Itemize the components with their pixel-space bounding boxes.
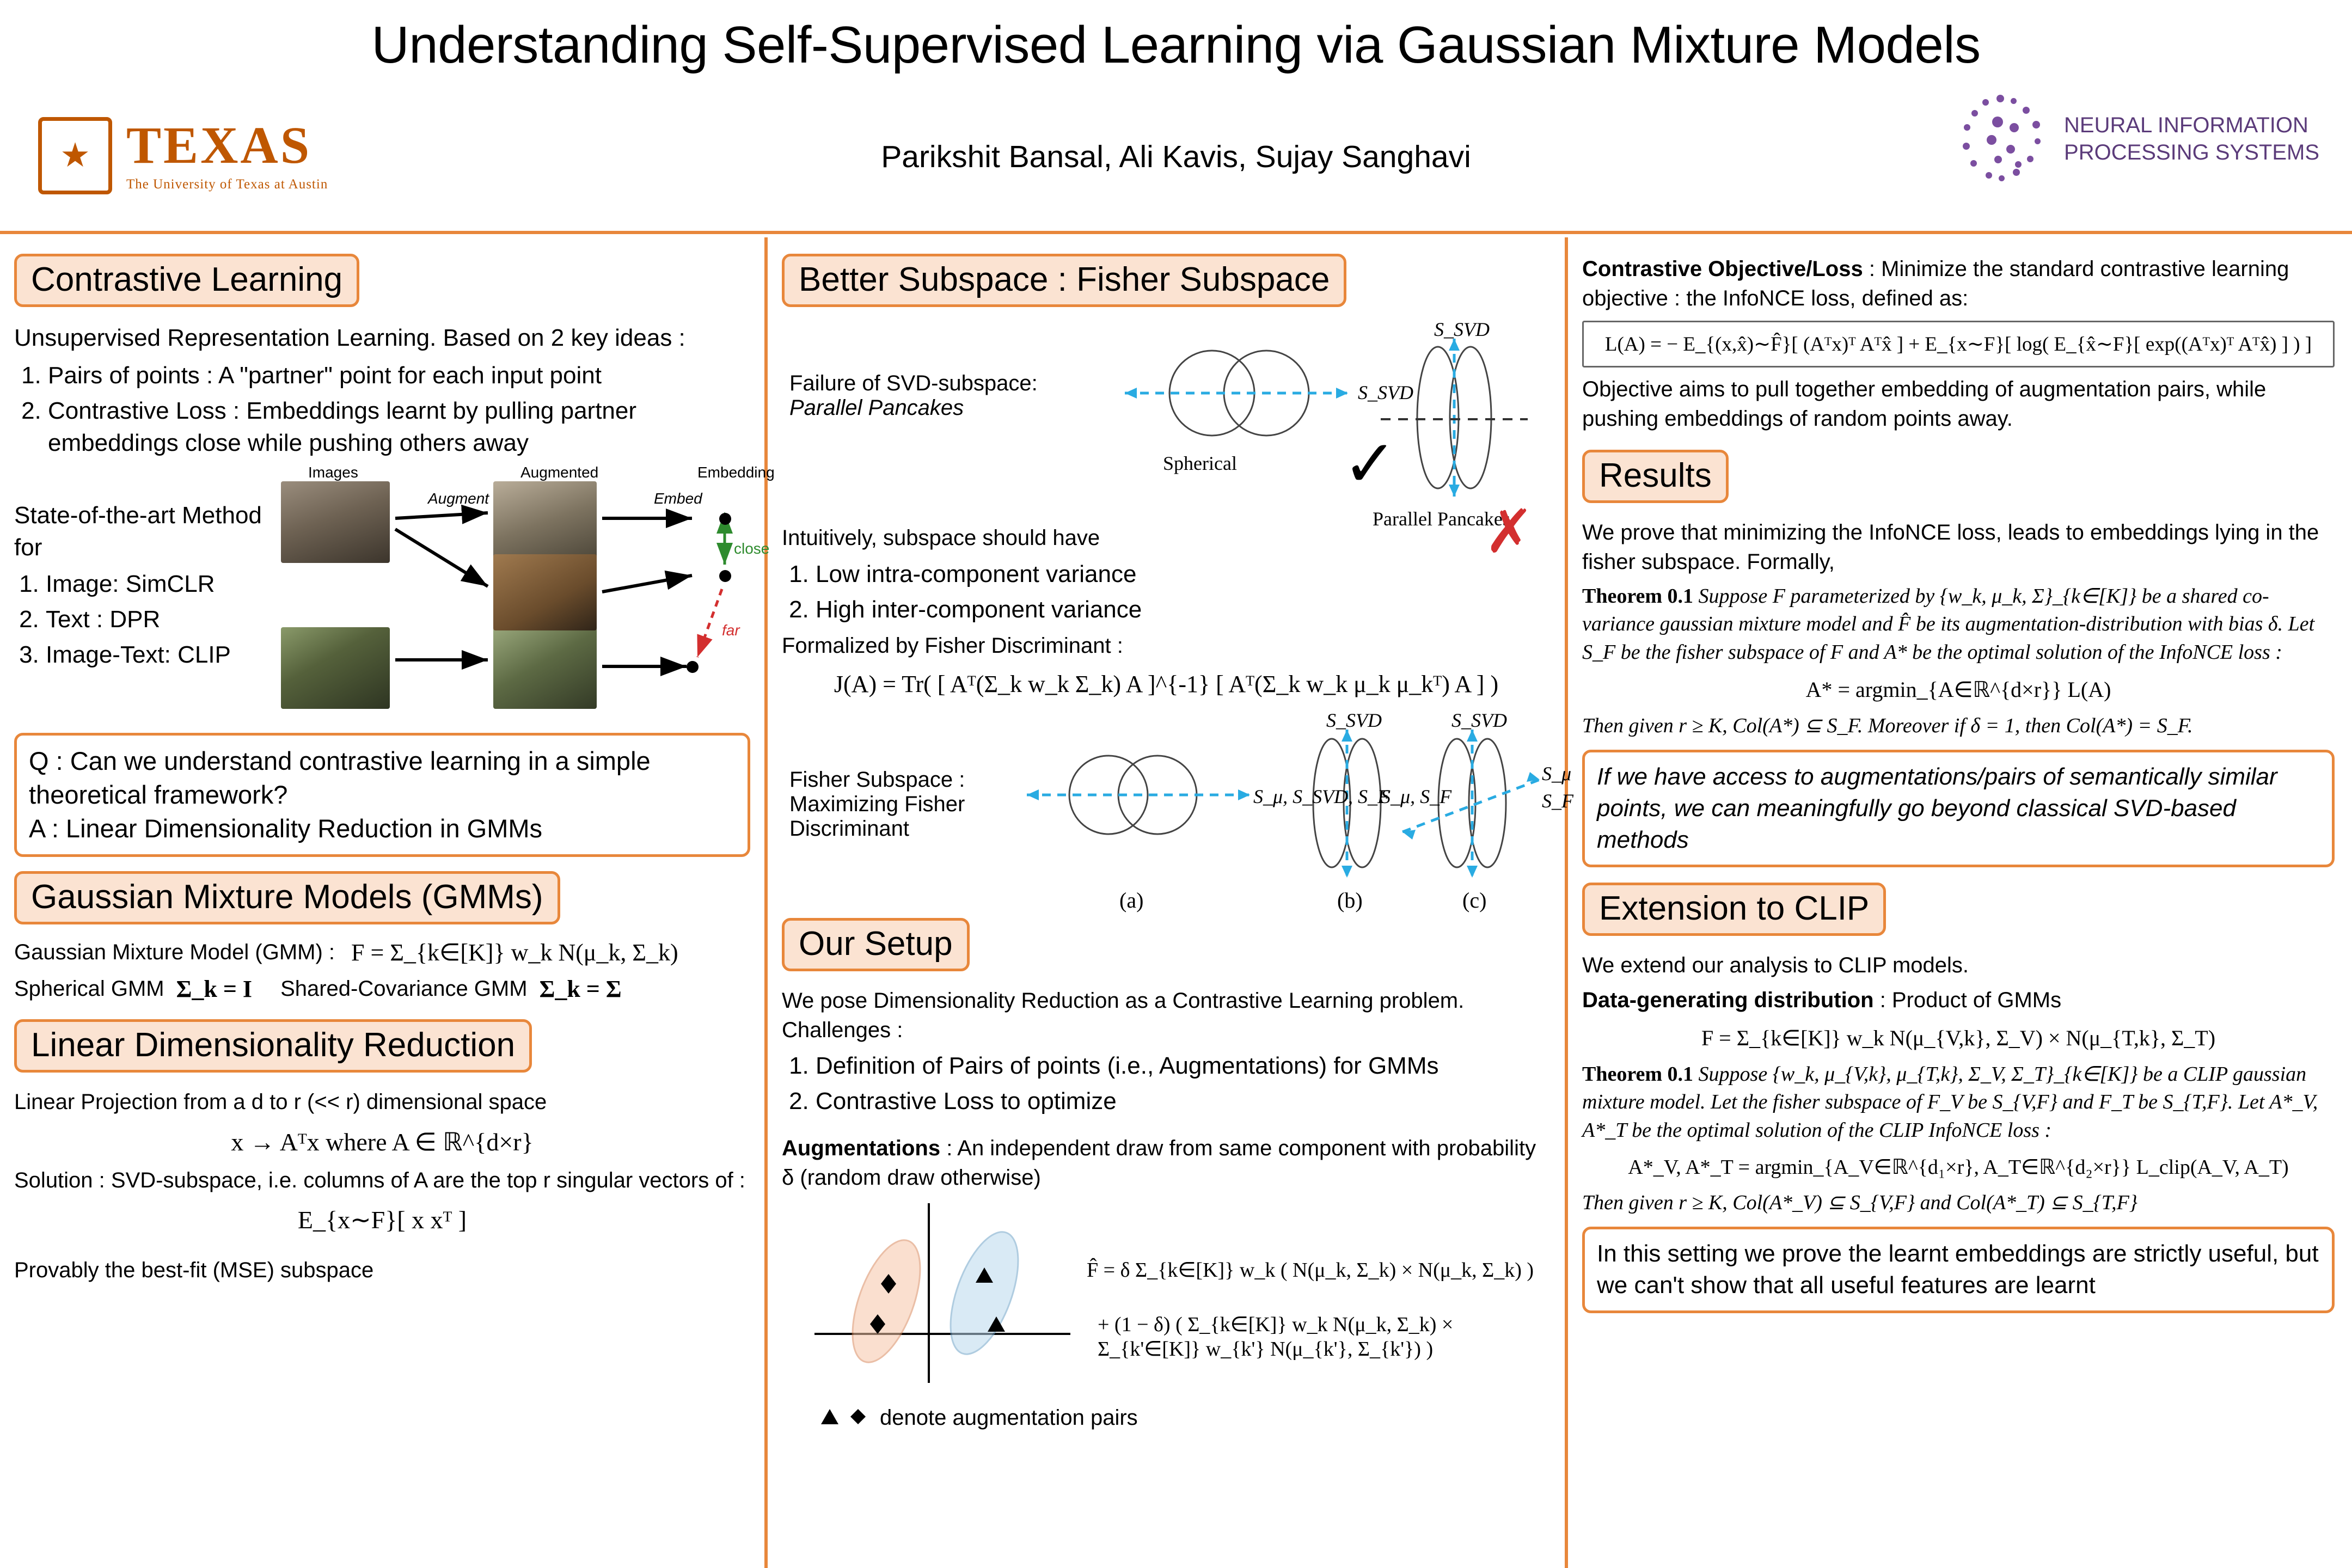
sota-list <box>14 568 265 671</box>
neurips-dots-icon <box>1958 93 2051 185</box>
shared-cov-gmm-formula: Σ_k = Σ <box>539 975 622 1002</box>
label-parallel-pancakes: Parallel Pancakes <box>1373 508 1510 530</box>
label-close: close <box>734 540 770 557</box>
section-heading-our-setup: Our Setup <box>782 918 970 971</box>
check-icon: ✓ <box>1343 427 1398 500</box>
theorem-main <box>1582 583 2335 667</box>
clip-dist-text: : Product of GMMs <box>1873 988 2062 1013</box>
solution-text: Solution : SVD-subspace, i.e. columns of A are the top r singular vectors of : <box>14 1168 745 1192</box>
objective-label: Contrastive Objective/Loss <box>1582 257 1863 281</box>
research-answer: A : Linear Dimensionality Reduction in GMMs <box>29 813 543 843</box>
clip-callout-text: In this setting we prove the learnt embeddings are strictly useful, but we can't show that all useful features are learnt <box>1597 1240 2319 1299</box>
augmentation-formula-1: F̂ = δ Σ_{k∈[K]} w_k ( N(μ_k, Σ_k) × N(μ_k, Σ_k) ) <box>1087 1259 1534 1282</box>
gmm-variants <box>14 975 750 1003</box>
augmentation-formula-2: + (1 − δ) ( Σ_{k∈[K]} w_k N(μ_k, Σ_k) × Σ_{k'∈[K]} w_{k'} N(μ_{k'}, Σ_{k'}) ) <box>1098 1313 1454 1361</box>
pipeline-figure <box>14 463 775 720</box>
formalized-text: Formalized by Fisher Discriminant : <box>782 633 1123 658</box>
clip-dist-label: Data-generating distribution <box>1582 988 1874 1013</box>
question-answer-callout <box>14 733 750 857</box>
svd-failure-diagram <box>782 317 1555 573</box>
clip-formula: F = Σ_{k∈[K]} w_k N(μ_{V,k}, Σ_V) × N(μ_{T,k}, Σ_T) <box>1701 1025 2216 1050</box>
figure-caption-a: (a) <box>1119 888 1144 913</box>
failure-line-1: Failure of SVD-subspace: <box>789 371 1038 395</box>
intuition-text: Intuitively, subspace should have <box>782 526 1100 550</box>
section-heading-fisher-subspace: Better Subspace : Fisher Subspace <box>782 254 1346 307</box>
augmentation-figure <box>782 1198 1551 1432</box>
fisher-subspace-figure <box>782 708 1573 915</box>
setup-text: We pose Dimensionality Reduction as a Contrastive Learning problem. Challenges : <box>782 989 1465 1042</box>
label-far: far <box>722 621 740 639</box>
list-item: 1. Pairs of points : A "partner" point for each input point <box>48 360 750 392</box>
embedding-dot-2 <box>719 570 731 582</box>
section-heading-clip: Extension to CLIP <box>1582 883 1886 936</box>
list-item: 1. Low intra-component variance <box>816 559 1551 591</box>
augmentations-text: : An independent draw from same component with probability δ (random draw otherwise) <box>782 1136 1536 1190</box>
objective-text: : Minimize the standard contrastive learning objective : the InfoNCE loss, defined as: <box>1582 257 2289 310</box>
section-heading-gmm: Gaussian Mixture Models (GMMs) <box>14 871 560 924</box>
list-item: 2. High inter-component variance <box>816 594 1551 626</box>
column-right <box>1568 237 2349 1568</box>
poster-header <box>0 0 2352 234</box>
theorem-formula: A* = argmin_{A∈ℝ^{d×r}} L(A) <box>1805 677 2111 702</box>
svd-failure-figure <box>782 317 1551 573</box>
results-callout <box>1582 750 2335 867</box>
ut-shield-icon <box>38 117 112 194</box>
label-smu: S_μ <box>1542 763 1572 785</box>
theorem-text: Suppose F parameterized by {w_k, μ_k, Σ}_{k∈[K]} be a shared co-variance gaussian mixture model and F̂ be its augmentation-distribution with bias δ. Let S_F be the fisher subspace of F and A* be the optimal solution of the InfoNCE loss : <box>1582 584 2315 664</box>
ldr-text: Linear Projection from a d to r (<< r) dimensional space <box>14 1089 547 1114</box>
clip-distribution-paragraph <box>1582 986 2335 1015</box>
label-embedding: Embedding <box>697 463 775 481</box>
objective-note: Objective aims to pull together embedding of augmentation pairs, while pushing embeddings of random points away. <box>1582 377 2267 431</box>
contrastive-intro: Unsupervised Representation Learning. Based on 2 key ideas : <box>14 324 685 351</box>
clip-callout <box>1582 1227 2335 1313</box>
shared-cov-gmm-label: Shared-Covariance GMM <box>280 976 528 1001</box>
list-item: 2. Contrastive Loss to optimize <box>816 1086 1551 1118</box>
label-augment: Augment <box>428 489 489 507</box>
label-s-svd-left: S_SVD <box>1358 382 1413 403</box>
label-smu-ssvd-sf: S_μ, S_SVD, S_F <box>1253 786 1390 808</box>
neurips-line-2: PROCESSING SYSTEMS <box>2064 140 2319 164</box>
figure-caption-b: (b) <box>1337 888 1363 913</box>
label-ssvd-b: S_SVD <box>1326 709 1382 732</box>
fisher-subspace-label: Fisher Subspace : Maximizing Fisher Discriminant <box>789 768 965 841</box>
list-item: 1. Definition of Pairs of points (i.e., Augmentations) for GMMs <box>816 1050 1551 1082</box>
label-spherical: Spherical <box>1163 452 1237 474</box>
theorem-conclusion: Then given r ≥ K, Col(A*) ⊆ S_F. Moreover if δ = 1, then Col(A*) = S_F. <box>1582 714 2193 737</box>
gmm-label: Gaussian Mixture Model (GMM) : <box>14 940 335 964</box>
ut-austin-logo <box>38 117 328 194</box>
contrastive-key-ideas <box>14 360 750 460</box>
results-text: We prove that minimizing the InfoNCE loss, leads to embeddings lying in the fisher subspace. Formally, <box>1582 520 2319 574</box>
page-title: Understanding Self-Supervised Learning via Gaussian Mixture Models <box>371 16 1981 74</box>
cross-icon: ✗ <box>1484 498 1535 565</box>
clip-theorem <box>1582 1061 2335 1145</box>
spherical-gmm-formula: Σ_k = I <box>176 975 253 1002</box>
ut-wordmark: TEXAS <box>126 116 312 174</box>
label-smu-sf: S_μ, S_F <box>1381 786 1452 808</box>
clip-theorem-conclusion: Then given r ≥ K, Col(A*_V) ⊆ S_{V,F} and Col(A*_T) ⊆ S_{T,F} <box>1582 1191 2137 1214</box>
neurips-logo <box>1958 93 2319 185</box>
label-augmented: Augmented <box>520 463 599 481</box>
results-callout-text: If we have access to augmentations/pairs of semantically similar points, we can meaningfully go beyond classical SVD-based methods <box>1597 763 2277 854</box>
column-left <box>0 237 775 1568</box>
spherical-gmm-label: Spherical GMM <box>14 976 164 1001</box>
objective-paragraph <box>1582 255 2335 313</box>
author-list: Parikshit Bansal, Ali Kavis, Sujay Sanghavi <box>881 139 1471 174</box>
ut-tagline: The University of Texas at Austin <box>126 177 328 192</box>
fisher-discriminant-formula: J(A) = Tr( [ Aᵀ(Σ_k w_k Σ_k) A ]^{-1} [ Aᵀ(Σ_k w_k μ_k μ_kᵀ) A ] ) <box>834 671 1499 698</box>
star-icon: ★ <box>60 137 90 174</box>
clip-theorem-text: Suppose {w_k, μ_{V,k}, μ_{T,k}, Σ_V, Σ_T}_{k∈[K]} be a CLIP gaussian mixture model. Let the fisher subspace of F_V be S_{V,F} and F_T be S_{T,F}. Let A*_V, A*_T be the optimal solution of the CLIP InfoNCE loss : <box>1582 1062 2318 1142</box>
augmentation-caption: denote augmentation pairs <box>880 1406 1138 1430</box>
clip-theorem-label: Theorem 0.1 <box>1582 1062 1694 1086</box>
figure-caption-c: (c) <box>1462 888 1487 913</box>
augmentations-paragraph <box>782 1134 1551 1192</box>
column-middle <box>768 237 1573 1568</box>
theorem-label: Theorem 0.1 <box>1582 584 1694 608</box>
infonce-formula: L(A) = − E_{(x,x̂)∼F̂}[ (Aᵀx)ᵀ Aᵀx̂ ] + E_{x∼F}[ log( E_{x̂∼F}[ exp((Aᵀx)ᵀ Aᵀx̂) ] ) ] <box>1604 333 2312 356</box>
label-sf: S_F <box>1542 790 1573 812</box>
clip-text: We extend our analysis to CLIP models. <box>1582 953 1969 978</box>
section-heading-contrastive-learning: Contrastive Learning <box>14 254 359 307</box>
label-ssvd-c: S_SVD <box>1451 709 1507 732</box>
label-s-svd-right: S_SVD <box>1434 318 1490 340</box>
neurips-wordmark <box>2064 112 2319 166</box>
list-item: 1. Image: SimCLR <box>46 568 265 601</box>
setup-list <box>782 1050 1551 1118</box>
ldr-formula: x → Aᵀx where A ∈ ℝ^{d×r} <box>231 1128 534 1156</box>
list-item: 3. Image-Text: CLIP <box>46 639 265 671</box>
label-images: Images <box>308 463 358 481</box>
label-embed: Embed <box>654 489 702 507</box>
sota-label: State-of-the-art Method for <box>14 501 262 561</box>
embedding-dot-3 <box>687 661 699 673</box>
failure-line-2: Parallel Pancakes <box>789 396 964 420</box>
clip-theorem-formula: A*_V, A*_T = argmin_{A_V∈ℝ^{d₁×r}, A_T∈ℝ^{d₂×r}} L_clip(A_V, A_T) <box>1628 1155 2289 1179</box>
list-item: 2. Text : DPR <box>46 604 265 636</box>
provably-note: Provably the best-fit (MSE) subspace <box>14 1258 374 1283</box>
fisher-subspace-diagram <box>782 708 1555 915</box>
embedding-dot-1 <box>719 513 731 525</box>
section-heading-results: Results <box>1582 450 1729 503</box>
poster-columns <box>0 237 2352 1568</box>
augmentations-label: Augmentations <box>782 1136 941 1161</box>
neurips-line-1: NEURAL INFORMATION <box>2064 113 2308 137</box>
solution-formula: E_{x∼F}[ x xᵀ ] <box>297 1206 467 1234</box>
gmm-formula: F = Σ_{k∈[K]} w_k N(μ_k, Σ_k) <box>351 939 678 966</box>
section-heading-ldr: Linear Dimensionality Reduction <box>14 1019 532 1073</box>
list-item: 2. Contrastive Loss : Embeddings learnt by pulling partner embeddings close while pushing others away <box>48 395 750 460</box>
research-question: Q : Can we understand contrastive learning in a simple theoretical framework? <box>29 746 651 809</box>
